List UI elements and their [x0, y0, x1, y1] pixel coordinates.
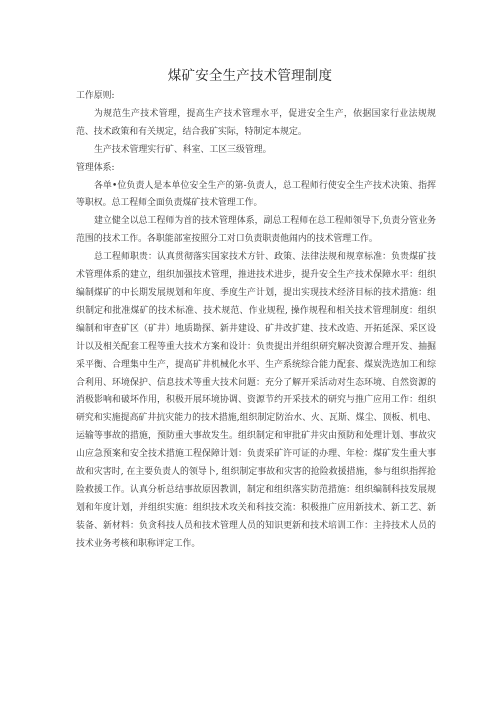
paragraph: 建立健全以总工程师为首的技术管理体系，副总工程师在总工程师领导下,负责分管业务范围的技术工作。各职能部室按照分工对口负责职责他闹内的技术管理工作。	[76, 216, 436, 245]
paragraph: 总工程师职贵：认真贯彻落实国家技术方针、政策、法律法规和规章标准：负贵煤矿技术管理体系的建立，组织加强技术管理，推进技术进步，提升安全生产技术保障水平：组织编制煤矿的中长期发展规划和年度、季度生产计划，提出实现技术经济目标的技术措施：组织制定和批准煤矿的技术标准、技术规范、作业规程, 操作规程和相关技术管理制度：组织编制和审查矿区（矿井）地质勘探、新井建设、矿井改扩建、技术改造、开拓延深、采区设计以及相关配套工程等重大技术方案和设计：负贵提出并组织研究解决资源合理开发、抽掘采平衡、合理集中生产，提高矿井机械化水平、生产系统综合能力配套、煤炭洗选加工和综合利用、环境保护、信息技术等重大技术问题：充分了解开采活动对生态环境、自然资源的消极影响和破坏作用，积极开展环境协调、资源节约开采技术的研究与推广应用工作：组织研究和实施提高矿井抗灾能力的技术措施,组织制定防治水、火、瓦斯、煤尘、顶板、机电、运输等事故的措施，预防重大事故发生。组织制定和审批矿井灾由预防和处理计划、事故灾山应急预案和安全技术措施工程保障计划：负责采矿许可证的办理、年检：煤矿发生重大事故和灾害时, 在主要负责人的领导卜, 组织制定事故和灾害的抢险救援措施，参与组织指挥抢险救援工作。认真分析总结事故原因教训，制定和组织落实防范措施：组织编制科技发展规划和年度计划，并组织实施：组织技术攻关和科技交流：积极推广应用新技术、新工艺、新装备、新材料：负贪科技人员和技术管理人员的知识更新和技术培训工作：主持技术人员的技术业务考核和职称评定工作。	[76, 252, 436, 549]
document-body	[76, 88, 436, 554]
section-label-management-system: 管理体系:	[76, 162, 115, 173]
paragraph: 各单•位负责人是本单位安全生产的第-负责人，总工程师行使安全生产技术决策、指挥等职权。总工程师全面负责煤矿技术管理工作。	[76, 180, 436, 209]
section-label-work-principles: 工作原则:	[76, 91, 115, 101]
paragraph: 生产技术管理实行矿、科室、工区三级管理。	[94, 144, 272, 155]
document-title: 煤矿安全生产技术管理制度	[167, 68, 333, 84]
paragraph: 为规范生产技术管理，提高生产技术管理水平，促进安全生产，依据国家行业法规规范、技术政策和有关规定，结合我矿实际，特制定本规定。	[76, 108, 436, 137]
